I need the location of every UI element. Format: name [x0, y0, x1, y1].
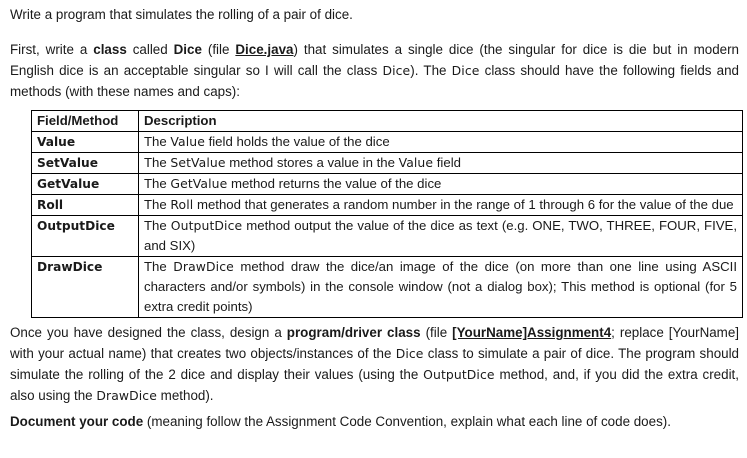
class-keyword: class [93, 42, 127, 57]
table-row [32, 257, 743, 318]
row-name: Value [32, 132, 139, 153]
row-description: The Value field holds the value of the dice [139, 132, 743, 153]
table-row [32, 216, 743, 257]
driver-file-name: [YourName]Assignment4 [452, 325, 612, 340]
header-description: Description [139, 111, 743, 132]
document-code-heading: Document your code [10, 414, 144, 429]
class-description-paragraph: First, write a class called Dice (file Dice.java) that simulates a single dice (the singular for dice is die but in modern English dice is an acceptable singular so I will call the class Dice). The Dice class should have the following fields and methods (with these names and caps): [10, 42, 739, 99]
dice-code-ref: Dice [451, 63, 480, 78]
row-description: The DrawDice method draw the dice/an image of the dice (on more than one line using ASCII characters and/or symbols) in the console window (not a dialog box); This method is optional (for 5 extra credit points) [139, 257, 743, 318]
table-row [32, 174, 743, 195]
field-method-table [31, 110, 743, 318]
row-description: The SetValue method stores a value in the Value field [139, 153, 743, 174]
class-name: Dice [173, 42, 202, 57]
row-name: OutputDice [32, 216, 139, 257]
row-name: SetValue [32, 153, 139, 174]
table-header-row [32, 111, 743, 132]
dice-code-ref: Dice [382, 63, 411, 78]
row-description: The OutputDice method output the value of the dice as text (e.g. ONE, TWO, THREE, FOUR, FIVE, and SIX) [139, 216, 743, 257]
driver-class-keyword: program/driver class [286, 325, 421, 340]
table-row [32, 132, 743, 153]
row-name: Roll [32, 195, 139, 216]
row-name: DrawDice [32, 257, 139, 318]
driver-class-paragraph: Once you have designed the class, design a program/driver class (file [YourName]Assignment4; replace [YourName] with your actual name) that creates two objects/instances of the Dice class to simulate a pair of dice. The program should simulate the rolling of the 2 dice and display their values (using the OutputDice method, and, if you did the extra credit, also using the DrawDice method). [10, 325, 740, 403]
row-name: GetValue [32, 174, 139, 195]
intro-text: Write a program that simulates the rolling of a pair of dice. [10, 7, 353, 22]
file-name: Dice.java [235, 42, 294, 57]
document-page [10, 0, 739, 432]
row-description: The GetValue method returns the value of the dice [139, 174, 743, 195]
table-row [32, 153, 743, 174]
header-field-method: Field/Method [32, 111, 139, 132]
documentation-paragraph: Document your code (meaning follow the Assignment Code Convention, explain what each line of code does). [10, 414, 671, 429]
table-row [32, 195, 743, 216]
row-description: The Roll method that generates a random number in the range of 1 through 6 for the value of the due [139, 195, 743, 216]
